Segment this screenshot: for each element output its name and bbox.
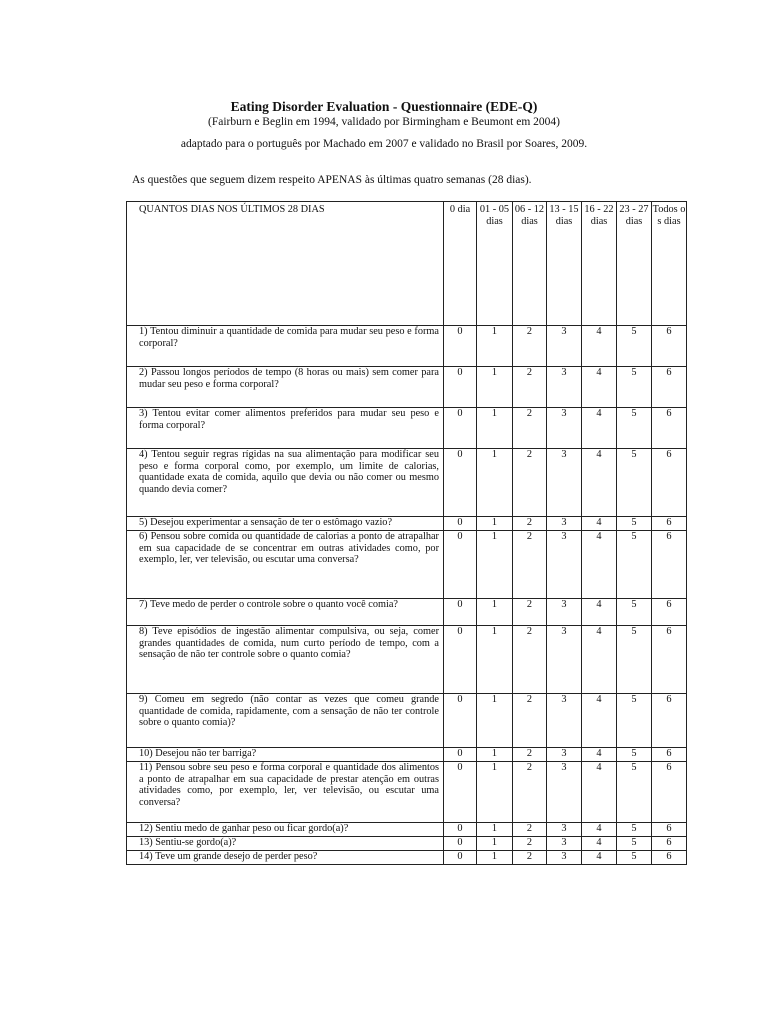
score-cell[interactable]: 1 [477, 599, 513, 626]
table-row [127, 599, 687, 626]
score-cell[interactable]: 2 [513, 449, 547, 517]
header-question: QUANTOS DIAS NOS ÚLTIMOS 28 DIAS [127, 202, 444, 326]
score-cell[interactable]: 2 [513, 851, 547, 865]
score-cell[interactable]: 4 [582, 748, 617, 762]
table-row [127, 694, 687, 748]
score-cell[interactable]: 2 [513, 326, 547, 367]
score-cell[interactable]: 0 [444, 408, 477, 449]
header-col-6: Todos os dias [652, 202, 687, 326]
score-cell[interactable]: 2 [513, 626, 547, 694]
score-cell[interactable]: 0 [444, 599, 477, 626]
score-cell[interactable]: 0 [444, 326, 477, 367]
table-row [127, 823, 687, 837]
score-cell[interactable]: 5 [617, 367, 652, 408]
score-cell[interactable]: 0 [444, 626, 477, 694]
score-cell[interactable]: 4 [582, 694, 617, 748]
score-cell[interactable]: 0 [444, 748, 477, 762]
question-text: 9) Comeu em segredo (não contar as vezes que comeu grande quantidade de comida, rapidamente, com a sensação de não ter controle sobre o quanto comia)? [127, 694, 444, 748]
score-cell[interactable]: 4 [582, 531, 617, 599]
score-cell[interactable]: 1 [477, 851, 513, 865]
score-cell[interactable]: 0 [444, 762, 477, 823]
question-text: 11) Pensou sobre seu peso e forma corporal e quantidade dos alimentos a ponto de atrapalhar em sua capacidade de prestar atenção em outras atividades como, por exemplo, ler, ver televisão, ou escutar uma conversa? [127, 762, 444, 823]
score-cell[interactable]: 3 [547, 851, 582, 865]
score-cell[interactable]: 0 [444, 517, 477, 531]
score-cell[interactable]: 3 [547, 449, 582, 517]
score-cell[interactable]: 3 [547, 694, 582, 748]
table-row [127, 408, 687, 449]
score-cell[interactable]: 4 [582, 599, 617, 626]
question-text: 10) Desejou não ter barriga? [127, 748, 444, 762]
score-cell[interactable]: 3 [547, 367, 582, 408]
score-cell[interactable]: 4 [582, 449, 617, 517]
score-cell[interactable]: 2 [513, 694, 547, 748]
score-cell[interactable]: 4 [582, 837, 617, 851]
table-row [127, 626, 687, 694]
score-cell[interactable]: 4 [582, 517, 617, 531]
score-cell[interactable]: 5 [617, 449, 652, 517]
score-cell[interactable]: 6 [652, 531, 687, 599]
score-cell[interactable]: 0 [444, 823, 477, 837]
score-cell[interactable]: 3 [547, 408, 582, 449]
score-cell[interactable]: 0 [444, 449, 477, 517]
score-cell[interactable]: 4 [582, 408, 617, 449]
table-row [127, 748, 687, 762]
question-text: 14) Teve um grande desejo de perder peso? [127, 851, 444, 865]
score-cell[interactable]: 6 [652, 517, 687, 531]
table-row [127, 326, 687, 367]
table-row [127, 762, 687, 823]
score-cell[interactable]: 5 [617, 326, 652, 367]
score-cell[interactable]: 1 [477, 449, 513, 517]
score-cell[interactable]: 6 [652, 837, 687, 851]
header-col-1: 01 - 05 dias [477, 202, 513, 326]
table-row [127, 851, 687, 865]
table-row [127, 449, 687, 517]
header-col-0: 0 dia [444, 202, 477, 326]
score-cell[interactable]: 3 [547, 823, 582, 837]
score-cell[interactable]: 2 [513, 837, 547, 851]
header-col-3: 13 - 15 dias [547, 202, 582, 326]
score-cell[interactable]: 1 [477, 326, 513, 367]
score-cell[interactable]: 5 [617, 837, 652, 851]
table-row [127, 367, 687, 408]
score-cell[interactable]: 0 [444, 694, 477, 748]
score-cell[interactable]: 6 [652, 851, 687, 865]
document-instruction: As questões que seguem dizem respeito APENAS às últimas quatro semanas (28 dias). [132, 174, 532, 186]
score-cell[interactable]: 0 [444, 851, 477, 865]
score-cell[interactable]: 4 [582, 762, 617, 823]
score-cell[interactable]: 5 [617, 851, 652, 865]
score-cell[interactable]: 6 [652, 367, 687, 408]
score-cell[interactable]: 0 [444, 531, 477, 599]
score-cell[interactable]: 3 [547, 517, 582, 531]
score-cell[interactable]: 5 [617, 531, 652, 599]
questionnaire-table [126, 201, 687, 865]
score-cell[interactable]: 1 [477, 748, 513, 762]
question-text: 8) Teve episódios de ingestão alimentar compulsiva, ou seja, comer grandes quantidades de comida, num curto período de tempo, com a sensação de não ter controle sobre o quanto comia? [127, 626, 444, 694]
header-col-5: 23 - 27 dias [617, 202, 652, 326]
question-text: 13) Sentiu-se gordo(a)? [127, 837, 444, 851]
score-cell[interactable]: 2 [513, 408, 547, 449]
question-text: 7) Teve medo de perder o controle sobre o quanto você comia? [127, 599, 444, 626]
score-cell[interactable]: 4 [582, 626, 617, 694]
score-cell[interactable]: 3 [547, 626, 582, 694]
score-cell[interactable]: 5 [617, 408, 652, 449]
header-col-2: 06 - 12 dias [513, 202, 547, 326]
score-cell[interactable]: 6 [652, 694, 687, 748]
score-cell[interactable]: 5 [617, 748, 652, 762]
score-cell[interactable]: 1 [477, 626, 513, 694]
document-title: Eating Disorder Evaluation - Questionnaire (EDE-Q) [230, 99, 538, 114]
score-cell[interactable]: 5 [617, 599, 652, 626]
table-header-row [127, 202, 687, 326]
question-text: 6) Pensou sobre comida ou quantidade de calorias a ponto de atrapalhar em sua capacidade de se concentrar em outras atividades como, por exemplo, ler, ver televisão, ou escutar uma conversa? [127, 531, 444, 599]
table-row [127, 517, 687, 531]
question-text: 2) Passou longos períodos de tempo (8 horas ou mais) sem comer para mudar seu peso e forma corporal? [127, 367, 444, 408]
score-cell[interactable]: 2 [513, 762, 547, 823]
score-cell[interactable]: 6 [652, 823, 687, 837]
score-cell[interactable]: 2 [513, 823, 547, 837]
score-cell[interactable]: 2 [513, 517, 547, 531]
score-cell[interactable]: 1 [477, 837, 513, 851]
score-cell[interactable]: 6 [652, 626, 687, 694]
score-cell[interactable]: 4 [582, 326, 617, 367]
score-cell[interactable]: 2 [513, 531, 547, 599]
score-cell[interactable]: 2 [513, 367, 547, 408]
score-cell[interactable]: 1 [477, 408, 513, 449]
score-cell[interactable]: 3 [547, 762, 582, 823]
score-cell[interactable]: 2 [513, 599, 547, 626]
score-cell[interactable]: 5 [617, 762, 652, 823]
score-cell[interactable]: 3 [547, 748, 582, 762]
question-text: 4) Tentou seguir regras rígidas na sua alimentação para modificar seu peso e forma corporal como, por exemplo, um limite de calorias, quantidade exata de comida, aquilo que devia ou não comer ou mesmo quando devia comer? [127, 449, 444, 517]
question-text: 5) Desejou experimentar a sensação de ter o estômago vazio? [127, 517, 444, 531]
score-cell[interactable]: 6 [652, 408, 687, 449]
score-cell[interactable]: 0 [444, 367, 477, 408]
score-cell[interactable]: 5 [617, 517, 652, 531]
score-cell[interactable]: 4 [582, 851, 617, 865]
score-cell[interactable]: 1 [477, 762, 513, 823]
score-cell[interactable]: 5 [617, 694, 652, 748]
score-cell[interactable]: 1 [477, 694, 513, 748]
score-cell[interactable]: 0 [444, 837, 477, 851]
score-cell[interactable]: 4 [582, 367, 617, 408]
question-text: 1) Tentou diminuir a quantidade de comida para mudar seu peso e forma corporal? [127, 326, 444, 367]
document-adaptation-note: adaptado para o português por Machado em 2007 e validado no Brasil por Soares, 2009. [180, 138, 588, 150]
score-cell[interactable]: 1 [477, 367, 513, 408]
score-cell[interactable]: 6 [652, 326, 687, 367]
score-cell[interactable]: 1 [477, 531, 513, 599]
score-cell[interactable]: 6 [652, 748, 687, 762]
score-cell[interactable]: 5 [617, 823, 652, 837]
score-cell[interactable]: 2 [513, 748, 547, 762]
score-cell[interactable]: 3 [547, 531, 582, 599]
table-row [127, 837, 687, 851]
question-text: 12) Sentiu medo de ganhar peso ou ficar gordo(a)? [127, 823, 444, 837]
score-cell[interactable]: 5 [617, 626, 652, 694]
table-row [127, 531, 687, 599]
score-cell[interactable]: 3 [547, 599, 582, 626]
header-col-4: 16 - 22 dias [582, 202, 617, 326]
score-cell[interactable]: 1 [477, 823, 513, 837]
score-cell[interactable]: 6 [652, 449, 687, 517]
score-cell[interactable]: 3 [547, 837, 582, 851]
score-cell[interactable]: 3 [547, 326, 582, 367]
score-cell[interactable]: 6 [652, 762, 687, 823]
score-cell[interactable]: 4 [582, 823, 617, 837]
document-credits: (Fairburn e Beglin em 1994, validado por Birmingham e Beumont em 2004) [208, 116, 560, 128]
question-text: 3) Tentou evitar comer alimentos preferidos para mudar seu peso e forma corporal? [127, 408, 444, 449]
score-cell[interactable]: 6 [652, 599, 687, 626]
score-cell[interactable]: 1 [477, 517, 513, 531]
